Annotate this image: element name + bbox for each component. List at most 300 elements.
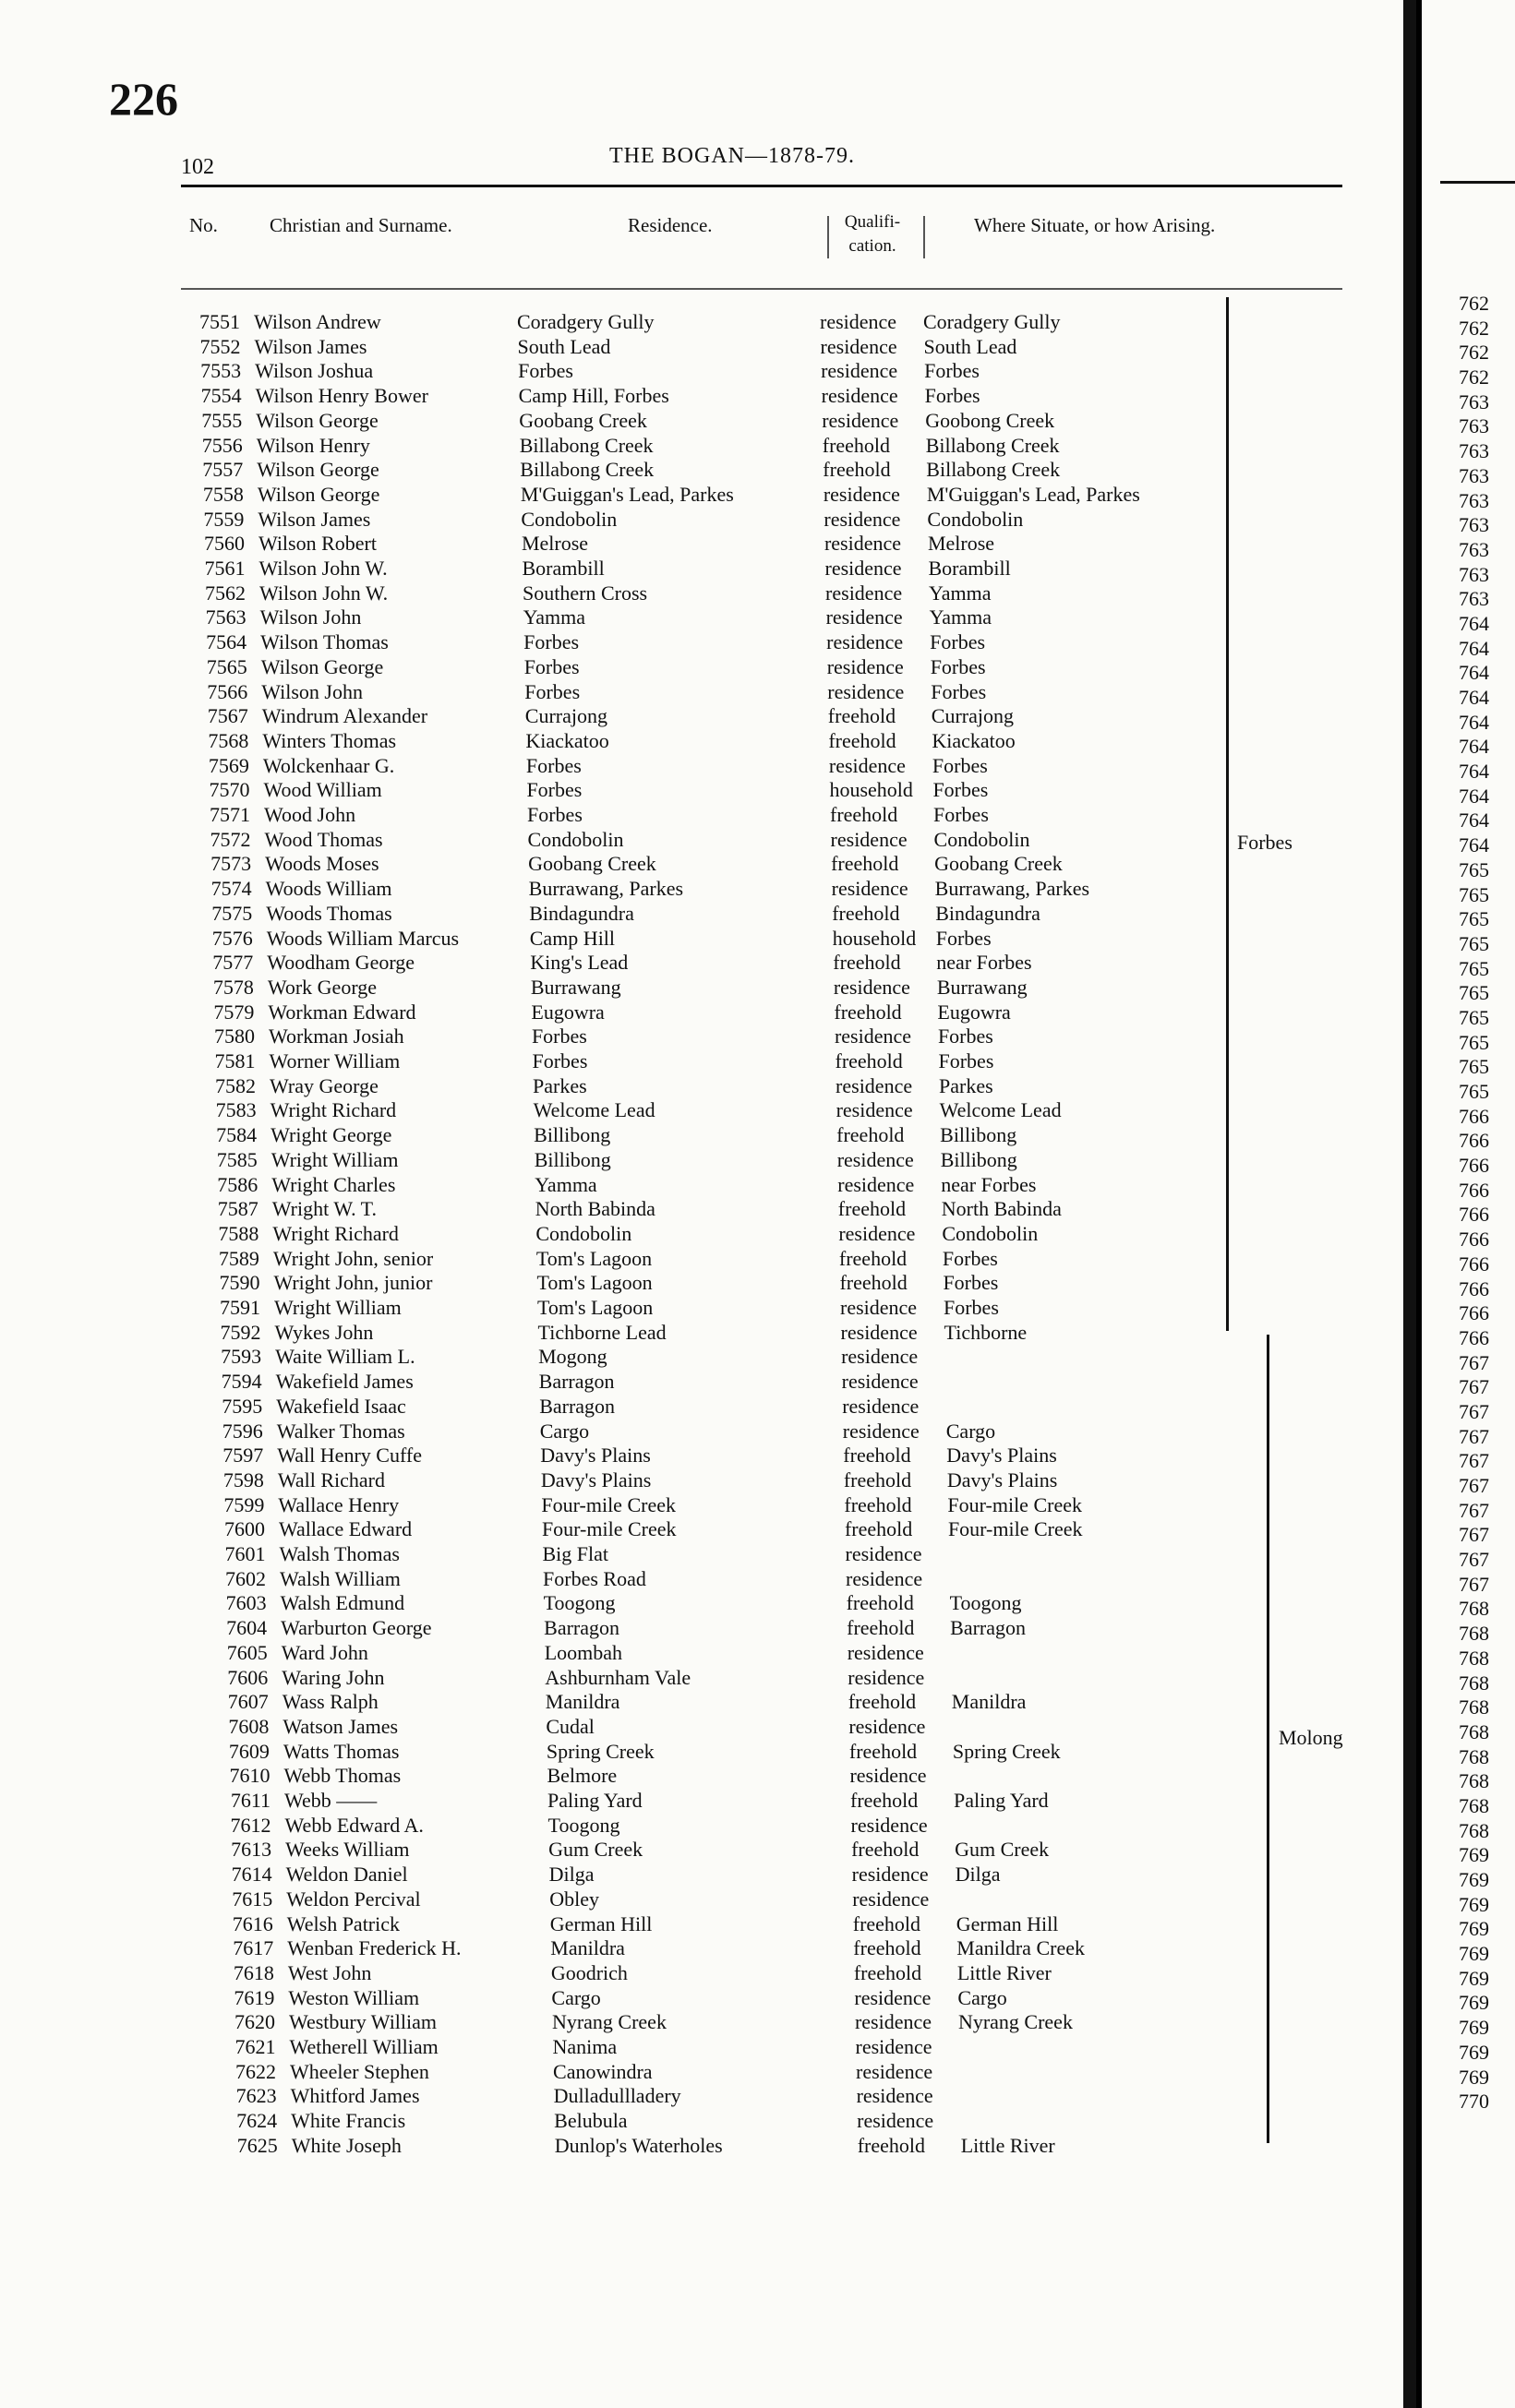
entry-name: White Francis (291, 2109, 406, 2133)
entry-name: Wykes John (274, 1320, 374, 1344)
table-row (158, 359, 1220, 383)
next-page-number: 769 (1459, 2040, 1489, 2064)
next-page-number: 763 (1459, 414, 1489, 438)
entry-name: Wood John (264, 803, 356, 826)
entry-name: Watts Thomas (283, 1739, 400, 1763)
entry-residence: Four-mile Creek (541, 1492, 676, 1516)
next-page-edge (1422, 0, 1515, 2408)
table-row (188, 1814, 1250, 1838)
entry-qualification: household (829, 778, 913, 802)
table-row (157, 310, 1219, 334)
table-row (179, 1370, 1241, 1394)
table-row (159, 409, 1220, 433)
entry-qualification: freehold (857, 2133, 925, 2157)
entry-residence: Barragon (539, 1394, 616, 1418)
entry-qualification: residence (827, 679, 905, 703)
entry-qualification: residence (852, 1887, 930, 1911)
entry-qualification: residence (845, 1542, 922, 1565)
entry-residence: Currajong (524, 704, 607, 728)
table-row (162, 532, 1223, 556)
entry-residence: Southern Cross (523, 581, 648, 605)
entry-where-situate: Forbes (937, 1024, 993, 1048)
table-row (174, 1098, 1235, 1122)
entry-where-situate: Borambill (928, 557, 1011, 580)
entry-residence: Loombah (544, 1640, 623, 1664)
table-row (194, 2084, 1256, 2108)
entry-qualification: residence (830, 827, 908, 851)
entry-qualification: residence (820, 334, 897, 358)
entry-name: Wilson Henry Bower (255, 384, 428, 408)
entry-where-situate: Spring Creek (952, 1739, 1061, 1763)
next-page-number: 768 (1459, 1671, 1489, 1695)
entry-residence: M'Guiggan's Lead, Parkes (520, 482, 734, 506)
entry-qualification: residence (854, 2010, 932, 2034)
next-page-number: 764 (1459, 611, 1489, 635)
table-row (161, 508, 1222, 532)
entry-number: 7583 (215, 1098, 257, 1122)
entry-residence: Paling Yard (547, 1789, 643, 1812)
entry-residence: Camp Hill, Forbes (518, 384, 669, 408)
entry-number: 7600 (223, 1517, 265, 1541)
entry-residence: Forbes Road (543, 1566, 646, 1590)
entry-name: Wenban Frederick H. (287, 1936, 462, 1960)
entry-residence: Gum Creek (548, 1838, 643, 1862)
entry-name: Wood William (263, 778, 382, 802)
entry-number: 7599 (223, 1492, 265, 1516)
entry-name: Wakefield James (275, 1370, 414, 1394)
entry-name: Wright William (271, 1147, 399, 1171)
entry-residence: Canowindra (553, 2059, 653, 2083)
entry-where-situate: Condobolin (942, 1221, 1039, 1245)
entry-where-situate: Forbes (931, 679, 987, 703)
next-page-number: 769 (1459, 1892, 1489, 1916)
table-row (173, 1049, 1234, 1073)
entry-residence: Tom's Lagoon (535, 1246, 653, 1270)
entry-residence: Cargo (539, 1419, 590, 1443)
table-row (174, 1173, 1236, 1197)
entry-residence: Forbes (532, 1049, 588, 1072)
entry-qualification: residence (837, 1172, 915, 1196)
entry-name: Waite William L. (275, 1345, 415, 1369)
entry-number: 7597 (222, 1444, 264, 1468)
next-page-number: 766 (1459, 1325, 1489, 1349)
next-page-number: 767 (1459, 1375, 1489, 1399)
table-row (163, 630, 1225, 654)
entry-where-situate: Melrose (927, 532, 995, 556)
forbes-group-brace (1217, 297, 1229, 1331)
entry-qualification: residence (840, 1296, 918, 1319)
entry-residence: Borambill (522, 557, 605, 580)
entry-qualification: residence (823, 482, 900, 506)
next-page-number: 765 (1459, 1030, 1489, 1054)
table-row (164, 680, 1226, 704)
entry-residence: King's Lead (530, 951, 629, 975)
table-row (158, 335, 1220, 359)
entry-qualification: residence (855, 2035, 932, 2058)
next-page-number: 765 (1459, 1005, 1489, 1029)
entry-name: Wilson George (257, 458, 379, 482)
header-divider (827, 216, 829, 258)
table-row (161, 483, 1222, 507)
table-row (186, 1715, 1247, 1739)
entry-name: Woodham George (267, 951, 415, 975)
entry-name: Wray George (270, 1073, 379, 1097)
entry-where-situate: Billabong Creek (926, 458, 1061, 482)
entry-number: 7551 (199, 310, 240, 333)
entry-qualification: freehold (828, 728, 896, 752)
entry-qualification: residence (848, 1665, 925, 1689)
entry-residence: Toogong (543, 1591, 616, 1615)
entry-number: 7602 (225, 1566, 267, 1590)
entry-qualification: freehold (832, 901, 900, 925)
entry-qualification: freehold (853, 1960, 922, 1984)
entry-name: Wallace Edward (278, 1517, 413, 1541)
entry-number: 7619 (234, 1985, 275, 2009)
entry-name: Whitford James (290, 2084, 420, 2108)
entry-number: 7566 (207, 679, 248, 703)
entry-name: Woods William Marcus (266, 926, 460, 950)
entry-where-situate: Davy's Plains (946, 1444, 1057, 1468)
entry-where-situate: Billibong (940, 1147, 1017, 1171)
next-page-number: 769 (1459, 1843, 1489, 1867)
entry-number: 7576 (211, 926, 253, 950)
table-row (180, 1420, 1242, 1444)
entry-residence: Condobolin (535, 1221, 632, 1245)
entry-qualification: freehold (843, 1468, 912, 1492)
entry-number: 7586 (217, 1172, 259, 1196)
next-page-number: 762 (1459, 316, 1489, 340)
table-row (160, 434, 1221, 458)
entry-residence: Camp Hill (529, 926, 616, 950)
table-row (168, 852, 1230, 876)
next-page-number: 763 (1459, 513, 1489, 537)
entry-where-situate: Forbes (943, 1271, 999, 1295)
entry-residence: German Hill (549, 1911, 653, 1935)
entry-residence: Welcome Lead (533, 1098, 655, 1122)
entry-qualification: residence (828, 753, 906, 777)
entry-where-situate: Davy's Plains (946, 1468, 1058, 1492)
table-row (166, 778, 1228, 802)
table-row (184, 1591, 1245, 1615)
entry-number: 7584 (216, 1123, 258, 1147)
next-page-number: 769 (1459, 1991, 1489, 2015)
entry-qualification: residence (842, 1394, 920, 1418)
entry-name: Windrum Alexander (261, 704, 428, 728)
table-row (180, 1444, 1242, 1468)
table-row (178, 1345, 1240, 1369)
next-page-number: 762 (1459, 341, 1489, 365)
entry-name: Wilson George (260, 654, 384, 678)
entry-number: 7581 (214, 1049, 256, 1072)
entry-qualification: freehold (844, 1492, 912, 1516)
table-row (184, 1616, 1245, 1640)
entry-qualification: freehold (830, 803, 898, 826)
entry-name: Wilson James (254, 334, 367, 358)
entry-number: 7614 (231, 1863, 272, 1887)
entry-number: 7565 (206, 654, 247, 678)
entry-qualification: residence (824, 532, 901, 556)
entry-name: Wetherell William (289, 2035, 439, 2058)
entry-number: 7559 (203, 507, 245, 531)
entry-name: Worner William (269, 1049, 401, 1072)
table-row (159, 384, 1220, 408)
entry-where-situate: Forbes (932, 753, 988, 777)
table-row (179, 1395, 1241, 1419)
entry-number: 7552 (199, 334, 241, 358)
entry-number: 7609 (228, 1739, 270, 1763)
next-page-number: 768 (1459, 1695, 1489, 1719)
entry-qualification: residence (849, 1764, 927, 1788)
entry-number: 7592 (220, 1320, 261, 1344)
next-page-number: 763 (1459, 587, 1489, 611)
next-page-number: 770 (1459, 2090, 1489, 2114)
entry-qualification: freehold (823, 458, 891, 482)
entry-qualification: residence (850, 1813, 928, 1837)
next-page-number: 766 (1459, 1129, 1489, 1153)
table-row (195, 2134, 1256, 2158)
entry-qualification: residence (834, 1024, 911, 1048)
entry-number: 7573 (210, 852, 252, 876)
next-page-numbers (1459, 292, 1489, 2114)
entry-number: 7568 (208, 728, 249, 752)
entry-number: 7562 (205, 581, 246, 605)
entry-number: 7554 (200, 384, 242, 408)
entry-where-situate: Goobong Creek (925, 408, 1055, 432)
entry-residence: Belmore (547, 1764, 618, 1788)
entry-qualification: freehold (853, 1936, 921, 1960)
entry-name: Westbury William (288, 2010, 438, 2034)
entry-name: West John (287, 1960, 372, 1984)
entry-name: Webb Thomas (283, 1764, 402, 1788)
entry-where-situate: near Forbes (936, 951, 1032, 975)
next-page-number: 767 (1459, 1350, 1489, 1374)
entry-number: 7553 (200, 359, 242, 383)
entry-number: 7582 (215, 1073, 257, 1097)
entry-qualification: freehold (822, 433, 891, 457)
entry-where-situate: Forbes (930, 630, 986, 654)
entry-number: 7598 (222, 1468, 264, 1492)
entry-qualification: residence (822, 408, 899, 432)
entry-number: 7580 (213, 1024, 255, 1048)
entry-where-situate: Dilga (955, 1863, 1001, 1887)
entry-name: Wright John, senior (272, 1246, 434, 1270)
next-page-number: 768 (1459, 1646, 1489, 1670)
table-row (185, 1666, 1246, 1690)
entry-name: Wright Richard (272, 1221, 399, 1245)
entry-residence: Forbes (518, 359, 573, 383)
col-header-no: No. (189, 214, 218, 236)
entry-qualification: freehold (835, 1049, 903, 1072)
entry-residence: Toogong (547, 1813, 620, 1837)
entry-where-situate: South Lead (923, 334, 1017, 358)
entry-where-situate: Forbes (933, 803, 989, 826)
entry-qualification: residence (826, 654, 904, 678)
next-page-number: 767 (1459, 1548, 1489, 1572)
next-page-number: 766 (1459, 1301, 1489, 1325)
entry-name: Wilson Thomas (260, 630, 389, 654)
entry-name: Wall Richard (277, 1468, 385, 1492)
next-page-number: 764 (1459, 784, 1489, 808)
table-row (191, 1986, 1253, 2010)
entry-qualification: residence (824, 507, 901, 531)
entry-qualification: freehold (848, 1739, 918, 1763)
entry-residence: Condobolin (527, 827, 624, 851)
entry-name: Weeks William (285, 1838, 410, 1862)
entry-number: 7585 (216, 1147, 258, 1171)
table-row (183, 1542, 1244, 1566)
entry-residence: Tichborne Lead (537, 1320, 667, 1344)
entry-qualification: residence (848, 1714, 926, 1738)
next-page-number: 764 (1459, 661, 1489, 685)
entry-where-situate: Forbes (935, 926, 992, 950)
entry-name: Wilson Henry (256, 433, 370, 457)
entry-name: Welsh Patrick (286, 1911, 401, 1935)
entry-where-situate: Little River (956, 1960, 1052, 1984)
table-row (192, 2010, 1254, 2034)
table-row (171, 976, 1232, 1000)
entry-number: 7613 (231, 1838, 272, 1862)
entry-residence: Yamma (523, 605, 586, 629)
next-page-rule (1440, 181, 1515, 184)
entry-qualification: residence (846, 1566, 923, 1590)
next-page-number: 766 (1459, 1104, 1489, 1128)
entry-where-situate: Burrawang (936, 975, 1028, 999)
table-row (189, 1887, 1251, 1911)
entry-residence: Forbes (523, 654, 580, 678)
table-row (178, 1321, 1240, 1345)
entry-residence: Barragon (538, 1370, 615, 1394)
next-page-number: 768 (1459, 1719, 1489, 1743)
entry-name: Wilson John (261, 679, 363, 703)
table-row (165, 704, 1227, 728)
table-row (170, 951, 1232, 975)
table-row (162, 557, 1224, 581)
next-page-number: 769 (1459, 2016, 1489, 2040)
entry-residence: Goobang Creek (519, 408, 647, 432)
entry-number: 7555 (201, 408, 243, 432)
table-row (188, 1838, 1250, 1862)
entry-qualification: residence (838, 1221, 916, 1245)
entry-qualification: freehold (833, 951, 901, 975)
entry-number: 7571 (210, 803, 250, 826)
entry-name: Wilson Robert (258, 532, 377, 556)
entry-number: 7579 (213, 1000, 255, 1024)
next-page-number: 764 (1459, 833, 1489, 857)
entry-residence: Manildra (550, 1936, 625, 1960)
table-row (182, 1517, 1244, 1541)
entry-name: White Joseph (291, 2133, 402, 2157)
entry-qualification: residence (854, 1985, 932, 2009)
next-page-number: 765 (1459, 882, 1489, 906)
next-page-number: 766 (1459, 1154, 1489, 1178)
next-page-number: 765 (1459, 981, 1489, 1005)
entry-number: 7622 (235, 2059, 277, 2083)
entry-number: 7578 (212, 975, 254, 999)
entry-residence: Obley (549, 1887, 599, 1911)
entry-where-situate: Forbes (930, 654, 986, 678)
entry-number: 7572 (210, 827, 251, 851)
next-page-number: 767 (1459, 1572, 1489, 1596)
entry-qualification: freehold (838, 1246, 908, 1270)
entry-name: Woods Moses (265, 852, 379, 876)
entry-qualification: freehold (827, 704, 896, 728)
next-page-number: 762 (1459, 292, 1489, 315)
next-page-number: 767 (1459, 1498, 1489, 1522)
entry-number: 7606 (227, 1665, 269, 1689)
next-page-number: 767 (1459, 1424, 1489, 1448)
entry-where-situate: Barragon (950, 1616, 1026, 1640)
top-rule (181, 185, 1342, 187)
next-page-number: 765 (1459, 907, 1489, 931)
entry-number: 7595 (222, 1394, 263, 1418)
entry-where-situate: Eugowra (937, 1000, 1011, 1024)
entry-residence: Nyrang Creek (551, 2010, 667, 2034)
entry-qualification: residence (824, 557, 902, 580)
next-page-number: 763 (1459, 463, 1489, 487)
entry-where-situate: Burrawang, Parkes (934, 877, 1090, 901)
entry-number: 7604 (226, 1616, 268, 1640)
entry-name: Watson James (283, 1714, 399, 1738)
entry-residence: Eugowra (531, 1000, 605, 1024)
entry-number: 7625 (236, 2133, 278, 2157)
table-row (164, 655, 1226, 679)
next-page-number: 764 (1459, 809, 1489, 833)
entry-residence: Dilga (548, 1863, 595, 1887)
entry-name: Woods Thomas (266, 901, 392, 925)
entry-name: Webb Edward A. (284, 1813, 424, 1837)
entry-name: Wright Richard (270, 1098, 397, 1122)
next-page-number: 763 (1459, 439, 1489, 463)
entry-qualification: residence (826, 630, 904, 654)
next-page-number: 769 (1459, 1868, 1489, 1891)
next-page-number: 767 (1459, 1523, 1489, 1547)
entry-residence: Forbes (526, 778, 583, 802)
table-row (190, 1936, 1252, 1960)
entry-where-situate: near Forbes (941, 1172, 1037, 1196)
entry-qualification: residence (840, 1320, 918, 1344)
entry-qualification: residence (833, 975, 910, 999)
entry-number: 7618 (233, 1960, 274, 1984)
entry-qualification: residence (851, 1863, 929, 1887)
entry-number: 7589 (218, 1246, 259, 1270)
entry-where-situate: Paling Yard (954, 1789, 1049, 1812)
table-row (189, 1863, 1251, 1887)
entry-where-situate: M'Guiggan's Lead, Parkes (926, 482, 1140, 506)
entry-residence: Davy's Plains (540, 1444, 651, 1468)
col-header-where: Where Situate, or how Arising. (974, 214, 1216, 236)
entry-qualification: residence (831, 877, 908, 901)
entry-name: Wilson George (257, 482, 380, 506)
entry-number: 7612 (230, 1813, 271, 1837)
entry-residence: Dulladullladery (553, 2084, 681, 2108)
entry-residence: Forbes (531, 1024, 587, 1048)
next-page-number: 768 (1459, 1622, 1489, 1646)
next-page-number: 768 (1459, 1769, 1489, 1793)
entry-name: Wolckenhaar G. (262, 753, 395, 777)
entry-where-situate: German Hill (956, 1911, 1059, 1935)
entry-name: Wood Thomas (264, 827, 383, 851)
entry-residence: Belubula (554, 2109, 628, 2133)
entry-name: Walsh Thomas (279, 1542, 400, 1565)
entry-number: 7556 (201, 433, 243, 457)
table-row (174, 1148, 1236, 1172)
table-row (177, 1296, 1239, 1320)
next-page-number: 766 (1459, 1252, 1489, 1276)
entry-name: Wilson James (258, 507, 371, 531)
entry-residence: Burrawang, Parkes (528, 877, 684, 901)
table-row (194, 2109, 1256, 2133)
entry-name: Wilson Joshua (255, 359, 374, 383)
